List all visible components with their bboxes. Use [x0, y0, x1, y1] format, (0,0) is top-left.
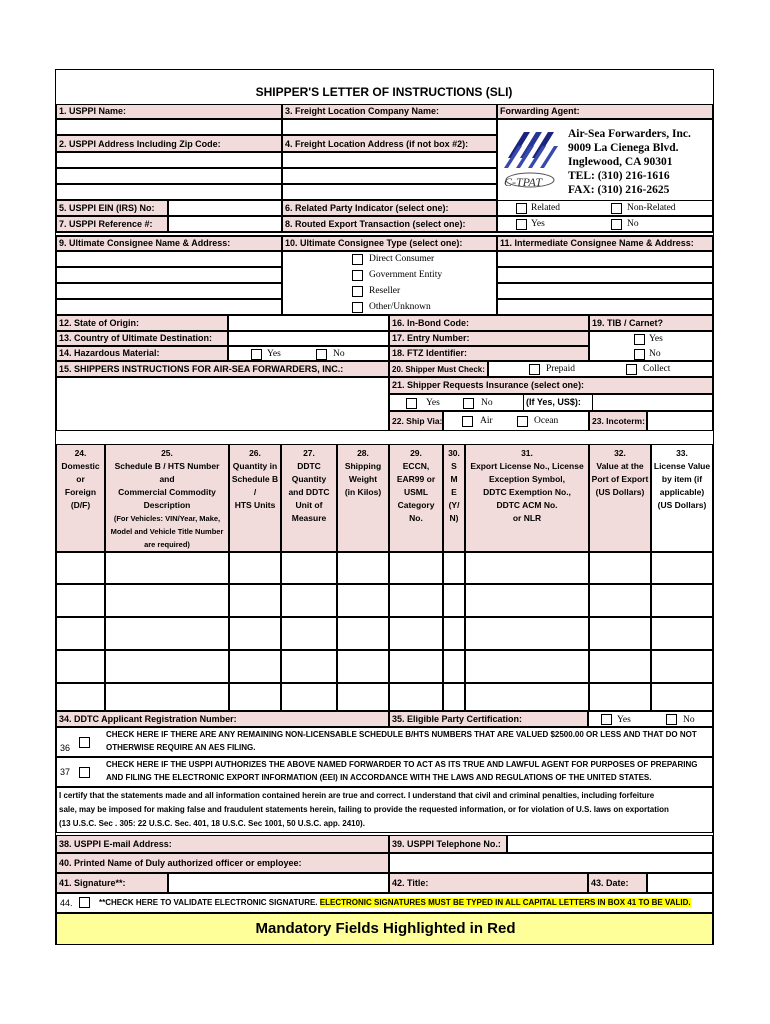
- incoterm-label: 23. Incoterm:: [589, 411, 647, 431]
- commodity-cell-r1-c30[interactable]: [443, 552, 465, 584]
- government-entity-label: Government Entity: [369, 270, 443, 280]
- commodity-cell-r2-c31[interactable]: [465, 584, 589, 617]
- box-44-instruction: **CHECK HERE TO VALIDATE ELECTRONIC SIGNATURE.: [99, 898, 318, 907]
- routed-export-label: 8. Routed Export Transaction (select one):: [282, 216, 497, 232]
- prepaid-label: Prepaid: [546, 364, 576, 374]
- electronic-signature-checkbox[interactable]: [79, 897, 90, 908]
- box-36-text-1: CHECK HERE IF THERE ARE ANY REMAINING NON-LICENSABLE SCHEDULE B/HTS NUMBERS THAT ARE VALUED $2500.00 OR LESS AND THAT DO NOT: [106, 730, 697, 739]
- eligible-no-label: No: [683, 715, 695, 725]
- box-37-text-2: AND FILING THE ELECTRONIC EXPORT INFORMATION (EEI) IN ACCORDANCE WITH THE LAWS AND REGULATIONS OF THE UNITED STATES.: [106, 773, 652, 782]
- ftz-identifier-label: 18. FTZ Identifier:: [389, 346, 589, 361]
- commodity-cell-r1-c31[interactable]: [465, 552, 589, 584]
- box-37: [56, 757, 713, 787]
- usppi-ein-field[interactable]: [168, 200, 282, 216]
- insurance-options: [389, 394, 713, 411]
- commodity-cell-r5-c31[interactable]: [465, 683, 589, 711]
- commodity-cell-r2-c30[interactable]: [443, 584, 465, 617]
- box-37-number: 37: [60, 767, 71, 777]
- hazardous-yes-checkbox[interactable]: [251, 349, 262, 360]
- ocean-checkbox[interactable]: [517, 416, 528, 427]
- hazardous-material-label: 14. Hazardous Material:: [56, 346, 228, 361]
- box-36: [56, 727, 713, 757]
- printed-name-field[interactable]: [389, 853, 713, 873]
- ddtc-registration-label: 34. DDTC Applicant Registration Number:: [56, 711, 389, 727]
- commodity-cell-r5-c33[interactable]: [651, 683, 713, 711]
- eligible-yes-checkbox[interactable]: [601, 714, 612, 725]
- certification-line-2: sale, may be imposed for making false and fraudulent statements herein, failing to provide the requested information, or for violation of U.S. laws on exportation: [59, 805, 669, 814]
- eligible-party-options: [588, 711, 713, 727]
- commodity-cell-r4-c29[interactable]: [389, 650, 443, 683]
- freight-location-name-field[interactable]: [282, 119, 497, 135]
- intermediate-consignee-label: 11. Intermediate Consignee Name & Address:: [497, 236, 713, 251]
- certification-line-1: I certify that the statements made and all information contained herein are true and correct. I understand that civil and criminal penalties, including forfeiture: [59, 791, 655, 800]
- commodity-cell-r1-c33[interactable]: [651, 552, 713, 584]
- state-of-origin-label: 12. State of Origin:: [56, 315, 228, 331]
- related-party-label: 6. Related Party Indicator (select one):: [282, 200, 497, 216]
- commodity-cell-r3-c24[interactable]: [56, 617, 105, 650]
- insurance-no-checkbox[interactable]: [463, 398, 474, 409]
- hazardous-options: [228, 346, 389, 361]
- commodity-cell-r2-c28[interactable]: [337, 584, 389, 617]
- routed-yes-checkbox[interactable]: [516, 219, 527, 230]
- date-field[interactable]: [647, 873, 713, 893]
- tib-options: [589, 331, 713, 361]
- commodity-cell-r1-c26[interactable]: [229, 552, 281, 584]
- commodity-cell-r3-c26[interactable]: [229, 617, 281, 650]
- consignee-type-label: 10. Ultimate Consignee Type (select one):: [282, 236, 497, 251]
- printed-name-label: 40. Printed Name of Duly authorized officer or employee:: [56, 853, 389, 873]
- eligible-no-checkbox[interactable]: [666, 714, 677, 725]
- commodity-cell-r3-c27[interactable]: [281, 617, 337, 650]
- certification: [56, 787, 713, 833]
- ship-via-label: 22. Ship Via:: [389, 411, 443, 431]
- insurance-no-label: No: [481, 398, 493, 408]
- related-party-options: [497, 200, 713, 216]
- signature-field[interactable]: [168, 873, 389, 893]
- agent-fax: FAX: (310) 216-2625: [568, 184, 670, 196]
- mandatory-footer-text: Mandatory Fields Highlighted in Red: [255, 920, 516, 937]
- ctpat-logo-text: C-TPAT: [504, 175, 543, 189]
- freight-location-address-field-1[interactable]: [282, 152, 497, 168]
- form-title: SHIPPER'S LETTER OF INSTRUCTIONS (SLI): [255, 85, 513, 99]
- other-unknown-checkbox[interactable]: [352, 302, 363, 313]
- intermediate-consignee-field-2[interactable]: [497, 267, 713, 283]
- reseller-checkbox[interactable]: [352, 286, 363, 297]
- col-29-header: 29. ECCN, EAR99 or USML Category No.: [389, 444, 443, 552]
- routed-export-options: [497, 216, 713, 232]
- intermediate-consignee-field-1[interactable]: [497, 251, 713, 267]
- signature-label: 41. Signature**:: [56, 873, 168, 893]
- forwarding-agent-label: Forwarding Agent:: [497, 104, 713, 119]
- date-label: 43. Date:: [588, 873, 647, 893]
- commodity-cell-r5-c32[interactable]: [589, 683, 651, 711]
- box-44-warning: ELECTRONIC SIGNATURES MUST BE TYPED IN ALL CAPITAL LETTERS IN BOX 41 TO BE VALID.: [319, 898, 691, 907]
- usppi-name-field[interactable]: [56, 119, 282, 135]
- col-32-header: 32. Value at the Port of Export (US Dollars): [589, 444, 651, 552]
- col-31-header: 31. Export License No., License Exception Symbol, DDTC Exemption No., DDTC ACM No. or NLR: [465, 444, 589, 552]
- commodity-cell-r3-c28[interactable]: [337, 617, 389, 650]
- col-26-header: 26. Quantity in Schedule B / HTS Units: [229, 444, 281, 552]
- tib-carnet-label: 19. TIB / Carnet?: [589, 315, 713, 331]
- title-label: 42. Title:: [389, 873, 588, 893]
- commodity-cell-r3-c30[interactable]: [443, 617, 465, 650]
- commodity-cell-r4-c27[interactable]: [281, 650, 337, 683]
- box-44-text: [99, 898, 691, 907]
- ultimate-consignee-label: 9. Ultimate Consignee Name & Address:: [56, 236, 282, 251]
- commodity-cell-r4-c25[interactable]: [105, 650, 229, 683]
- commodity-cell-r2-c24[interactable]: [56, 584, 105, 617]
- box-44-number: 44.: [60, 898, 73, 908]
- commodity-cell-r5-c29[interactable]: [389, 683, 443, 711]
- sli-form: [55, 69, 714, 945]
- freight-location-address-field-2[interactable]: [282, 168, 497, 184]
- commodity-cell-r1-c32[interactable]: [589, 552, 651, 584]
- commodity-cell-r5-c30[interactable]: [443, 683, 465, 711]
- routed-no-checkbox[interactable]: [611, 219, 622, 230]
- insurance-amount-label: (If Yes, US$):: [523, 395, 593, 411]
- usppi-telephone-label: 39. USPPI Telephone No.:: [389, 835, 507, 853]
- usppi-address-field-1[interactable]: [56, 152, 282, 168]
- tib-no-checkbox[interactable]: [634, 349, 645, 360]
- ship-via-options: [443, 411, 589, 431]
- commodity-cell-r2-c32[interactable]: [589, 584, 651, 617]
- certification-line-3: (13 U.S.C. Sec . 305: 22 U.S.C. Sec. 401, 18 U.S.C. Sec 1001, 50 U.S.C. app. 2410).: [59, 819, 365, 828]
- box-44: [56, 893, 713, 913]
- commodity-cell-r3-c29[interactable]: [389, 617, 443, 650]
- commodity-cell-r3-c33[interactable]: [651, 617, 713, 650]
- freight-location-name-label: 3. Freight Location Company Name:: [282, 104, 497, 119]
- commodity-cell-r5-c24[interactable]: [56, 683, 105, 711]
- destination-country-field[interactable]: [228, 331, 389, 346]
- shipper-instructions-label: 15. SHIPPERS INSTRUCTIONS FOR AIR-SEA FORWARDERS, INC.:: [56, 361, 389, 377]
- related-label: Related: [531, 203, 561, 213]
- agent-tel: TEL: (310) 216-1616: [568, 170, 670, 182]
- commodity-cell-r1-c27[interactable]: [281, 552, 337, 584]
- usppi-telephone-field[interactable]: [507, 835, 713, 853]
- commodity-cell-r1-c29[interactable]: [389, 552, 443, 584]
- usppi-address-label: 2. USPPI Address Including Zip Code:: [56, 135, 282, 152]
- col-25-header: 25. Schedule B / HTS Number and Commercial Commodity Description (For Vehicles: VIN/Year, Make, Model and Vehicle Title Number are required): [105, 444, 229, 552]
- col-24-header: 24. Domestic or Foreign (D/F): [56, 444, 105, 552]
- commodity-cell-r4-c33[interactable]: [651, 650, 713, 683]
- ultimate-consignee-field-3[interactable]: [56, 283, 282, 299]
- collect-label: Collect: [643, 364, 671, 374]
- air-label: Air: [480, 416, 493, 426]
- ocean-label: Ocean: [534, 416, 559, 426]
- usppi-email-label: 38. USPPI E-mail Address:: [56, 835, 389, 853]
- commodity-cell-r1-c28[interactable]: [337, 552, 389, 584]
- ultimate-consignee-field-1[interactable]: [56, 251, 282, 267]
- col-28-header: 28. Shipping Weight (in Kilos): [337, 444, 389, 552]
- commodity-cell-r3-c32[interactable]: [589, 617, 651, 650]
- box-36-text-2: OTHERWISE REQUIRE AN AES FILING.: [106, 743, 256, 752]
- commodity-cell-r4-c32[interactable]: [589, 650, 651, 683]
- freight-location-address-field-3[interactable]: [282, 184, 497, 200]
- commodity-cell-r3-c31[interactable]: [465, 617, 589, 650]
- usppi-address-field-2[interactable]: [56, 168, 282, 184]
- shipper-instructions-field[interactable]: [56, 377, 389, 431]
- commodity-cell-r4-c24[interactable]: [56, 650, 105, 683]
- agent-city: Inglewood, CA 90301: [568, 156, 673, 168]
- commodity-cell-r5-c27[interactable]: [281, 683, 337, 711]
- agent-box: [497, 119, 713, 200]
- non-related-checkbox[interactable]: [611, 203, 622, 214]
- commodity-cell-r4-c31[interactable]: [465, 650, 589, 683]
- tib-no-label: No: [649, 349, 661, 359]
- commodity-cell-r4-c28[interactable]: [337, 650, 389, 683]
- commodity-cell-r1-c25[interactable]: [105, 552, 229, 584]
- intermediate-consignee-field-3[interactable]: [497, 283, 713, 299]
- box-36-checkbox[interactable]: [79, 737, 90, 748]
- commodity-cell-r2-c33[interactable]: [651, 584, 713, 617]
- usppi-reference-label: 7. USPPI Reference #:: [56, 216, 168, 232]
- eligible-yes-label: Yes: [617, 715, 631, 725]
- destination-country-label: 13. Country of Ultimate Destination:: [56, 331, 228, 346]
- direct-consumer-label: Direct Consumer: [369, 254, 435, 264]
- in-bond-code-label: 16. In-Bond Code:: [389, 315, 589, 331]
- tib-yes-checkbox[interactable]: [634, 334, 645, 345]
- air-checkbox[interactable]: [462, 416, 473, 427]
- agent-name: Air-Sea Forwarders, Inc.: [568, 128, 691, 140]
- agent-street: 9009 La Cienega Blvd.: [568, 142, 679, 154]
- usppi-reference-field[interactable]: [168, 216, 282, 232]
- ultimate-consignee-field-4[interactable]: [56, 299, 282, 315]
- commodity-cell-r4-c26[interactable]: [229, 650, 281, 683]
- government-entity-checkbox[interactable]: [352, 270, 363, 281]
- commodity-cell-r2-c27[interactable]: [281, 584, 337, 617]
- commodity-cell-r2-c29[interactable]: [389, 584, 443, 617]
- commodity-cell-r5-c26[interactable]: [229, 683, 281, 711]
- routed-no-label: No: [627, 219, 639, 229]
- commodity-cell-r5-c25[interactable]: [105, 683, 229, 711]
- insurance-label: 21. Shipper Requests Insurance (select one):: [389, 377, 713, 394]
- ultimate-consignee-field-2[interactable]: [56, 267, 282, 283]
- hazardous-no-checkbox[interactable]: [316, 349, 327, 360]
- hazardous-yes-label: Yes: [267, 349, 281, 359]
- intermediate-consignee-field-4[interactable]: [497, 299, 713, 315]
- other-unknown-label: Other/Unknown: [369, 302, 431, 312]
- mandatory-footer: [56, 913, 713, 944]
- hazardous-no-label: No: [333, 349, 345, 359]
- col-27-header: 27. DDTC Quantity and DDTC Unit of Measure: [281, 444, 337, 552]
- commodity-cell-r1-c24[interactable]: [56, 552, 105, 584]
- box-37-text-1: CHECK HERE IF THE USPPI AUTHORIZES THE ABOVE NAMED FORWARDER TO ACT AS ITS TRUE AND LAWFUL AGENT FOR PURPOSES OF PREPARING: [106, 760, 698, 769]
- col-30-header: 30. S M E (Y/ N): [443, 444, 465, 552]
- entry-number-label: 17. Entry Number:: [389, 331, 589, 346]
- commodity-cell-r5-c28[interactable]: [337, 683, 389, 711]
- commodity-cell-r4-c30[interactable]: [443, 650, 465, 683]
- related-checkbox[interactable]: [516, 203, 527, 214]
- box-37-checkbox[interactable]: [79, 767, 90, 778]
- routed-yes-label: Yes: [531, 219, 545, 229]
- non-related-label: Non-Related: [627, 203, 676, 213]
- direct-consumer-checkbox[interactable]: [352, 254, 363, 265]
- reseller-label: Reseller: [369, 286, 401, 296]
- collect-checkbox[interactable]: [626, 364, 637, 375]
- consignee-type-options: [282, 251, 497, 315]
- shipper-must-check-label: 20. Shipper Must Check:: [389, 361, 488, 377]
- usppi-ein-label: 5. USPPI EIN (IRS) No:: [56, 200, 168, 216]
- commodity-cell-r3-c25[interactable]: [105, 617, 229, 650]
- prepaid-checkbox[interactable]: [529, 364, 540, 375]
- box-36-number: 36: [60, 743, 71, 753]
- col-33-header: 33. License Value by item (if applicable) (US Dollars): [651, 444, 713, 552]
- usppi-address-field-3[interactable]: [56, 184, 282, 200]
- insurance-yes-checkbox[interactable]: [406, 398, 417, 409]
- incoterm-field[interactable]: [647, 411, 713, 431]
- commodity-cell-r2-c25[interactable]: [105, 584, 229, 617]
- insurance-yes-label: Yes: [426, 398, 440, 408]
- usppi-name-label: 1. USPPI Name:: [56, 104, 282, 119]
- commodity-cell-r2-c26[interactable]: [229, 584, 281, 617]
- tib-yes-label: Yes: [649, 334, 663, 344]
- state-of-origin-field[interactable]: [228, 315, 389, 331]
- freight-location-address-label: 4. Freight Location Address (if not box #2):: [282, 135, 497, 152]
- payment-options: [488, 361, 713, 377]
- eligible-party-label: 35. Eligible Party Certification:: [389, 711, 588, 727]
